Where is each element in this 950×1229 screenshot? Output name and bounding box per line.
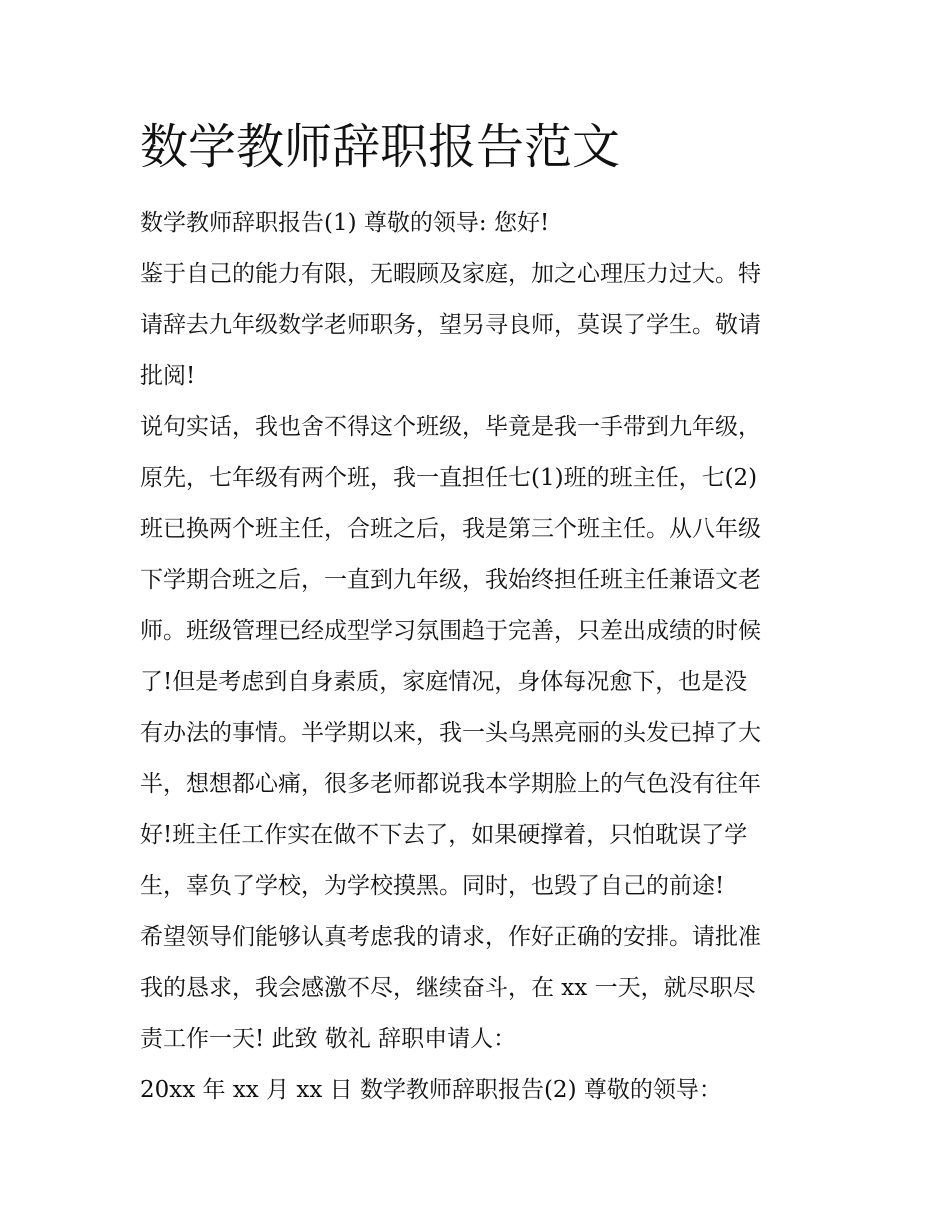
text-line: 有办法的事情。半学期以来，我一头乌黑亮丽的头发已掉了大 — [140, 720, 761, 746]
text-line: 下学期合班之后，一直到九年级，我始终担任班主任兼语文老 — [140, 567, 761, 593]
text-line: 原先，七年级有两个班，我一直担任七(1)班的班主任，七(2) — [140, 465, 758, 491]
text-line: 了!但是考虑到自身素质，家庭情况，身体每况愈下，也是没 — [140, 669, 748, 695]
text-line: 批阅! — [140, 363, 196, 389]
text-line: 鉴于自己的能力有限，无暇顾及家庭，加之心理压力过大。特 — [140, 261, 761, 287]
document-body — [140, 198, 820, 1116]
text-line: 20xx 年 xx 月 xx 日 数学教师辞职报告(2) 尊敬的领导： — [140, 1077, 722, 1103]
text-line: 说句实话，我也舍不得这个班级，毕竟是我一手带到九年级， — [140, 414, 761, 440]
text-line: 我的恳求，我会感激不尽，继续奋斗，在 xx 一天，就尽职尽 — [140, 975, 756, 1001]
text-line: 数学教师辞职报告(1) 尊敬的领导: 您好! — [140, 210, 550, 236]
text-line: 师。班级管理已经成型学习氛围趋于完善，只差出成绩的时候 — [140, 618, 761, 644]
text-line: 半，想想都心痛，很多老师都说我本学期脸上的气色没有往年 — [140, 771, 761, 797]
text-line: 责工作一天! 此致 敬礼 辞职申请人： — [140, 1026, 517, 1052]
text-line: 好!班主任工作实在做不下去了，如果硬撑着，只怕耽误了学 — [140, 822, 748, 848]
text-line: 希望领导们能够认真考虑我的请求，作好正确的安排。请批准 — [140, 924, 761, 950]
document-title: 数学教师辞职报告范文 — [140, 119, 621, 175]
text-line: 生，辜负了学校，为学校摸黑。同时，也毁了自己的前途! — [140, 873, 725, 899]
text-line: 班已换两个班主任，合班之后，我是第三个班主任。从八年级 — [140, 516, 761, 542]
text-line: 请辞去九年级数学老师职务，望另寻良师，莫误了学生。敬请 — [140, 312, 761, 338]
